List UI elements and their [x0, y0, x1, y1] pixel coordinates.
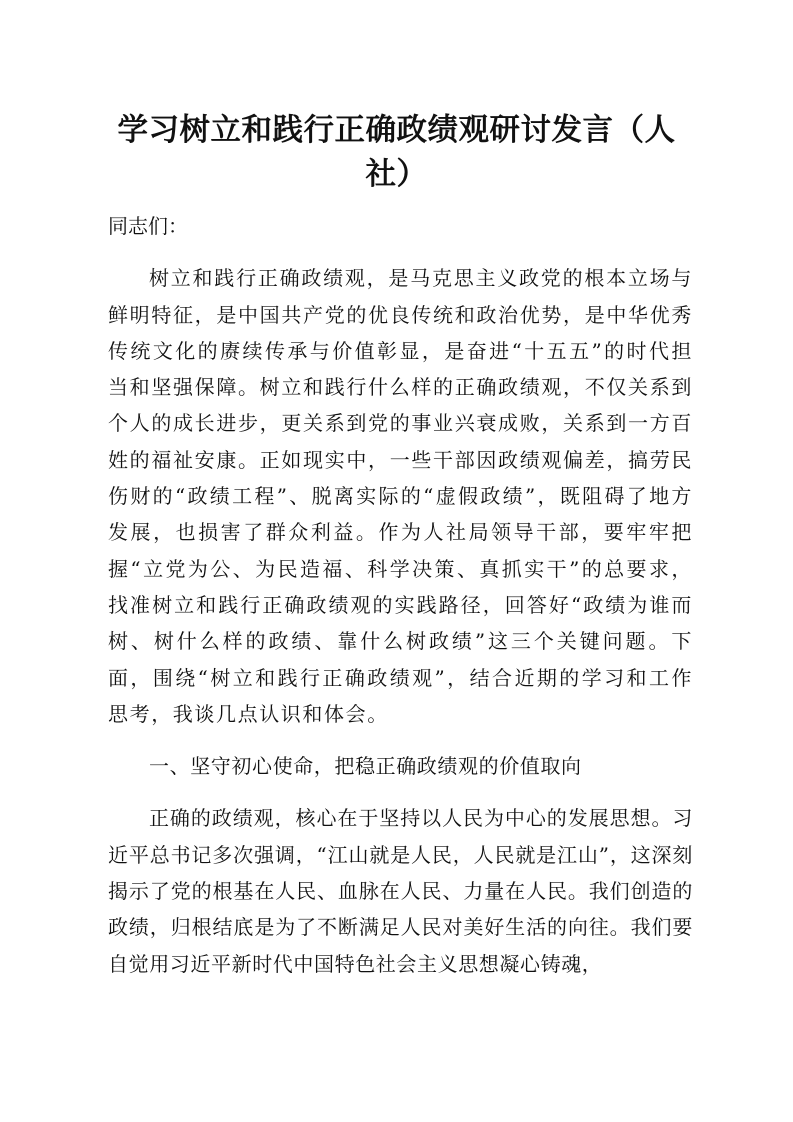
- salutation: 同志们：: [108, 214, 188, 238]
- section-1-heading: 一、坚守初心使命，把稳正确政绩观的价值取向: [149, 754, 582, 779]
- document-title: 学习树立和践行正确政绩观研讨发言（人社）: [117, 112, 676, 192]
- paragraph-2: 正确的政绩观，核心在于坚持以人民为中心的发展思想。习近平总书记多次强调，“江山就是人民，人民就是江山”，这深刻揭示了党的根基在人民、血脉在人民、力量在人民。我们创造的政绩，归根结底是为了不断满足人民对美好生活的向往。我们要自觉用习近平新时代中国特色社会主义思想凝心铸魂，: [108, 806, 693, 976]
- paragraph-1: 树立和践行正确政绩观，是马克思主义政党的根本立场与鲜明特征，是中国共产党的优良传统和政治优势，是中华优秀传统文化的赓续传承与价值彰显，是奋进“十五五”的时代担当和坚强保障。树立和践行什么样的正确政绩观，不仅关系到个人的成长进步，更关系到党的事业兴衰成败，关系到一方百姓的福祉安康。正如现实中，一些干部因政绩观偏差，搞劳民伤财的“政绩工程”、脱离实际的“虚假政绩”，既阻碍了地方发展，也损害了群众利益。作为人社局领导干部，要牢牢把握“立党为公、为民造福、科学决策、真抓实干”的总要求，找准树立和践行正确政绩观的实践路径，回答好“政绩为谁而树、树什么样的政绩、靠什么树政绩”这三个关键问题。下面，围绕“树立和践行正确政绩观”，结合近期的学习和工作思考，我谈几点认识和体会。: [108, 266, 693, 726]
- document-body: [108, 208, 693, 982]
